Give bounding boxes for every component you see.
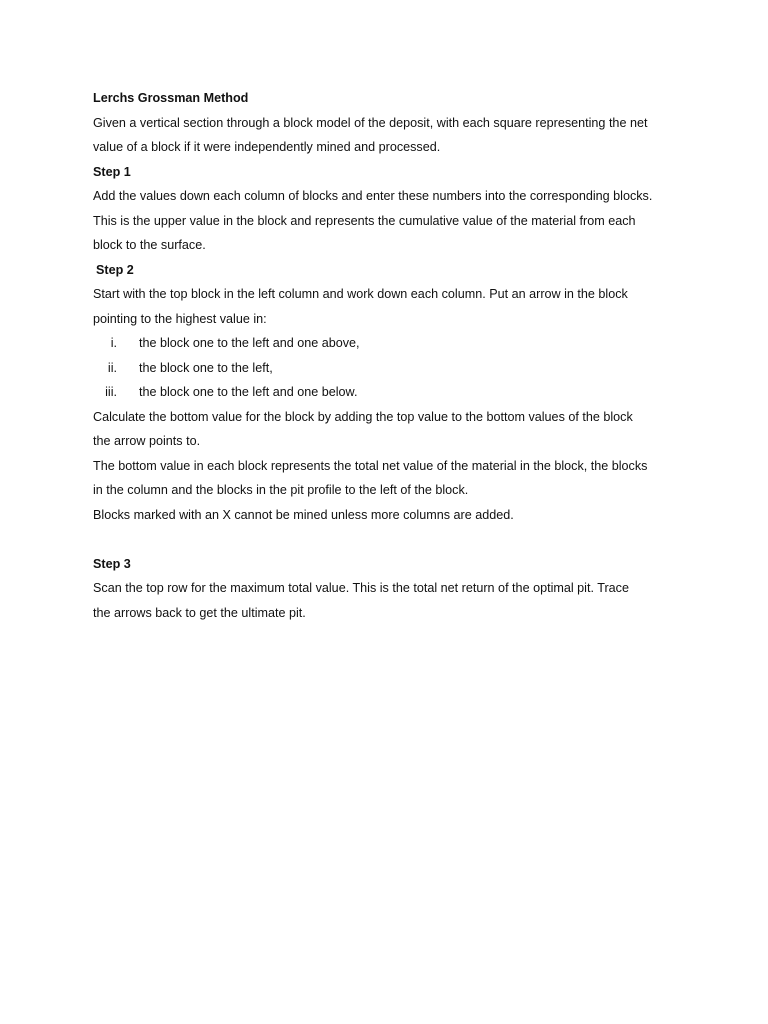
list-item	[93, 380, 683, 405]
list-item-number: i.	[110, 336, 117, 350]
step2-after-line-2: the arrow points to.	[93, 434, 201, 448]
step1-heading: Step 1	[93, 164, 131, 179]
step2-after-line-3: The bottom value in each block represents the total net value of the material in the block, the blocks	[93, 458, 648, 473]
list-item-text: the block one to the left,	[139, 360, 273, 375]
list-item-number: ii.	[107, 360, 117, 375]
step2-after-line-4: in the column and the blocks in the pit profile to the left of the block.	[93, 483, 469, 497]
step3-heading: Step 3	[93, 556, 131, 571]
step3-line-2: the arrows back to get the ultimate pit.	[93, 605, 306, 620]
document-title: Lerchs Grossman Method	[93, 91, 249, 105]
intro-line-1: Given a vertical section through a block model of the deposit, with each square representing the net	[93, 115, 648, 130]
step1-line-3: block to the surface.	[93, 238, 206, 252]
step1-line-2: This is the upper value in the block and represents the cumulative value of the material from each	[93, 213, 636, 228]
step2-after-line-5: Blocks marked with an X cannot be mined unless more columns are added.	[93, 507, 514, 522]
list-item	[93, 331, 683, 356]
step3-line-1: Scan the top row for the maximum total value. This is the total net return of the optimal pit. Trace	[93, 581, 629, 595]
intro-line-2: value of a block if it were independently mined and processed.	[93, 140, 441, 154]
step1-line-1: Add the values down each column of blocks and enter these numbers into the corresponding blocks.	[93, 189, 653, 203]
paragraph-spacer	[93, 527, 683, 552]
step2-line-2: pointing to the highest value in:	[93, 311, 267, 326]
step2-heading: Step 2	[96, 262, 134, 277]
document-body	[93, 86, 683, 625]
list-item	[93, 356, 683, 381]
step2-list	[93, 331, 683, 405]
step2-line-1: Start with the top block in the left column and work down each column. Put an arrow in the block	[93, 287, 628, 301]
list-item-text: the block one to the left and one above,	[139, 336, 360, 350]
list-item-number: iii.	[105, 385, 117, 399]
step2-after-line-1: Calculate the bottom value for the block by adding the top value to the bottom values of the block	[93, 409, 633, 424]
list-item-text: the block one to the left and one below.	[139, 385, 358, 399]
